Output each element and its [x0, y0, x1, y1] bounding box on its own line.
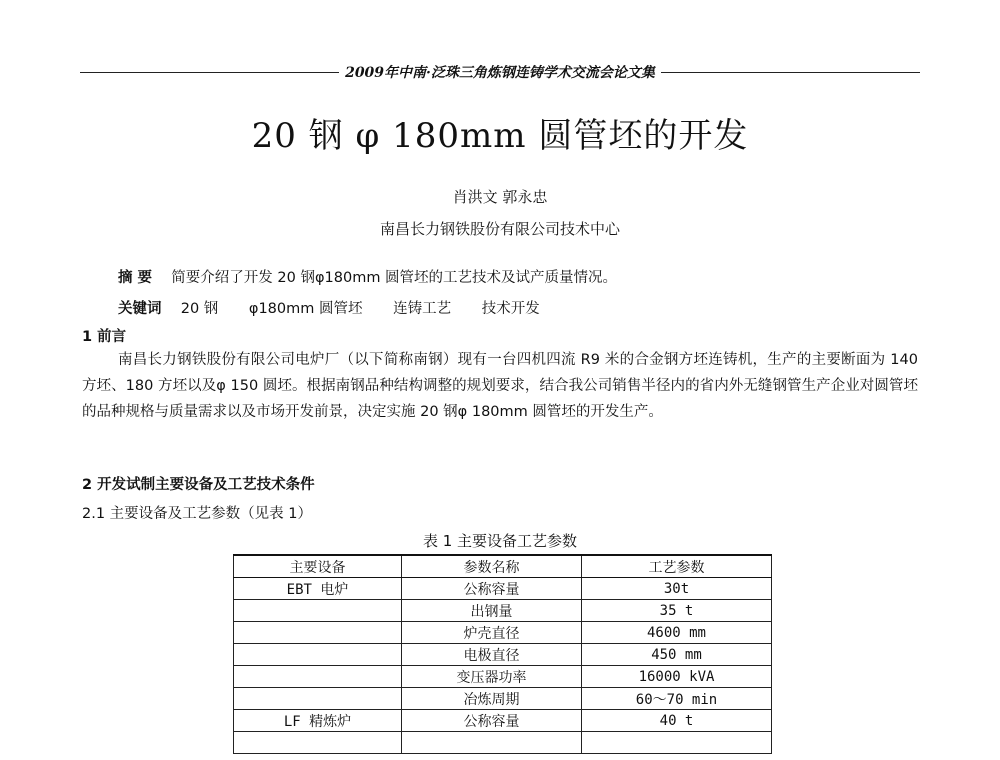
abstract: [118, 266, 617, 287]
table-cell: LF 精炼炉: [234, 710, 402, 732]
table-cell: 30t: [582, 578, 772, 600]
abstract-text: 简要介绍了开发 20 钢φ180mm 圆管坯的工艺技术及试产质量情况。: [171, 270, 618, 286]
table-cell: 35 t: [582, 600, 772, 622]
table-cell: 炉壳直径: [402, 622, 582, 644]
table-cell: [234, 622, 402, 644]
paper-title: 20 钢 φ 180mm 圆管坯的开发: [251, 116, 749, 156]
table-row: [234, 622, 772, 644]
table-cell: 出钢量: [402, 600, 582, 622]
section-2-heading: 2 开发试制主要设备及工艺技术条件: [82, 477, 315, 493]
running-header: [80, 62, 920, 82]
table-cell: 60～70 min: [582, 688, 772, 710]
table-row: [234, 710, 772, 732]
table-row: [234, 732, 772, 754]
section-2-1-heading: 2.1 主要设备及工艺参数（见表 1）: [82, 506, 313, 522]
table-row: [234, 688, 772, 710]
table-header-cell: 参数名称: [402, 555, 582, 578]
abstract-label: 摘 要: [118, 270, 153, 286]
table-cell: 电极直径: [402, 644, 582, 666]
table-cell: 450 mm: [582, 644, 772, 666]
table-header-row: [234, 555, 772, 578]
table-cell: [402, 732, 582, 754]
table-row: [234, 644, 772, 666]
table-row: [234, 600, 772, 622]
affiliation: 南昌长力钢铁股份有限公司技术中心: [379, 220, 620, 238]
header-text: 2009年中南·泛珠三角炼钢连铸学术交流会论文集: [345, 65, 655, 81]
authors: 肖洪文 郭永忠: [452, 188, 548, 206]
keywords: [118, 297, 540, 318]
table-header-cell: 工艺参数: [582, 555, 772, 578]
table-cell: 变压器功率: [402, 666, 582, 688]
table-header-cell: 主要设备: [234, 555, 402, 578]
keywords-label: 关键词: [118, 301, 162, 317]
table-1: [233, 554, 772, 754]
table-cell: 冶炼周期: [402, 688, 582, 710]
table-cell: [582, 732, 772, 754]
table-row: [234, 578, 772, 600]
table-cell: 4600 mm: [582, 622, 772, 644]
keyword-item: 20 钢: [180, 301, 219, 317]
header-rule-right: [661, 72, 920, 73]
table-cell: EBT 电炉: [234, 578, 402, 600]
table-cell: 公称容量: [402, 710, 582, 732]
section-1-heading: 1 前言: [82, 329, 127, 345]
table-row: [234, 666, 772, 688]
table-cell: 40 t: [582, 710, 772, 732]
keyword-item: 连铸工艺: [393, 301, 452, 317]
table-cell: [234, 666, 402, 688]
table-cell: [234, 644, 402, 666]
table-cell: 16000 kVA: [582, 666, 772, 688]
table-cell: [234, 732, 402, 754]
header-rule-left: [80, 72, 339, 73]
table-cell: 公称容量: [402, 578, 582, 600]
keyword-item: 技术开发: [481, 301, 540, 317]
table-cell: [234, 600, 402, 622]
table-cell: [234, 688, 402, 710]
keyword-item: φ180mm 圆管坯: [248, 301, 363, 317]
section-1-paragraph: 南昌长力钢铁股份有限公司电炉厂（以下简称南钢）现有一台四机四流 R9 米的合金钢方坯连铸机，生产的主要断面为 140 方坯、180 方坯以及φ 150 圆坯。根据南钢品种结构调整的规划要求，结合我公司销售半径内的省内外无缝钢管生产企业对圆管坯的品种规格与质量需求以及市场开发前景，决定实施 20 钢φ 180mm 圆管坯的开发生产。: [82, 352, 918, 420]
table-1-caption: 表 1 主要设备工艺参数: [422, 532, 578, 550]
